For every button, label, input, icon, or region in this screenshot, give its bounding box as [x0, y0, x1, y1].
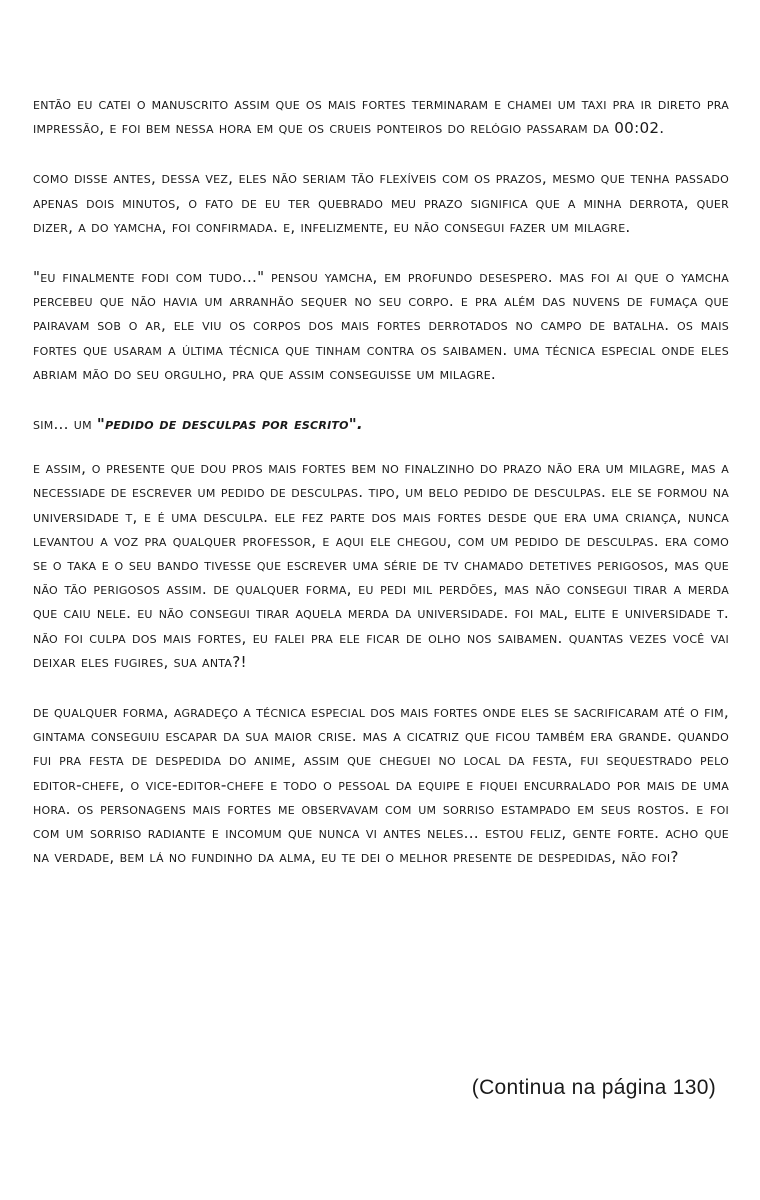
- apology-heading-emphasis: "pedido de desculpas por escrito".: [96, 415, 363, 434]
- paragraph-5: de qualquer forma, agradeço a técnica especial dos mais fortes onde eles se sacrificaram até o fim, gintama conseguiu escapar da sua maior crise. mas a cicatriz que ficou também era grande. quando fui pra festa de despedida do anime, assim que cheguei no local da festa, fui sequestrado pelo editor-chefe, o vice-editor-chefe e todo o pessoal da equipe e fiquei encurralado por mais de uma hora. os personagens mais fortes me observavam com um sorriso estampado em seus rostos. e foi com um sorriso radiante e incomum que nunca vi antes neles... estou feliz, gente forte. acho que na verdade, bem lá no fundinho da alma, eu te dei o melhor presente de despedidas, não foi?: [33, 703, 729, 867]
- apology-heading-prefix: sim... um: [33, 415, 97, 434]
- paragraph-4: e assim, o presente que dou pros mais fortes bem no finalzinho do prazo não era um milagre, mas a necessiade de escrever um pedido de desculpas. tipo, um belo pedido de desculpas. ele se formou na universidade t, e é uma desculpa. ele fez parte dos mais fortes desde que era uma criança, nunca levantou a voz pra qualquer professor, e aqui ele chegou, com um pedido de desculpas. era como se o taka e o seu bando tivesse que escrever uma série de tv chamado detetives perigosos, mas que não tão perigosos assim. de qualquer forma, eu pedi mil perdões, mas não consegui tirar a merda que caiu nele. eu não consegui tirar aquela merda da universidade. foi mal, elite e universidade t. não foi culpa dos mais fortes, eu falei pra ele ficar de olho nos saibamen. quantas vezes você vai deixar eles fugires, sua anta?!: [33, 459, 729, 671]
- article-body: [33, 92, 729, 895]
- continued-on-page-note: (Continua na página 130): [471, 1076, 716, 1099]
- paragraph-1: então eu catei o manuscrito assim que os mais fortes terminaram e chamei um taxi pra ir direto pra impressão, e foi bem nessa hora em que os crueis ponteiros do relógio passaram da 00:02.: [33, 95, 729, 138]
- apology-heading: [33, 412, 729, 436]
- paragraph-3: "eu finalmente fodi com tudo..." pensou yamcha, em profundo desespero. mas foi ai que o yamcha percebeu que não havia um arranhão sequer no seu corpo. e pra além das nuvens de fumaça que pairavam sob o ar, ele viu os corpos dos mais fortes derrotados no campo de batalha. os mais fortes que usaram a última técnica que tinham contra os saibamen. uma técnica especial onde eles abriam mão do seu orgulho, pra que assim conseguisse um milagre.: [33, 268, 729, 383]
- paragraph-2: como disse antes, dessa vez, eles não seriam tão flexíveis com os prazos, mesmo que tenha passado apenas dois minutos, o fato de eu ter quebrado meu prazo significa que a minha derrota, quer dizer, a do yamcha, foi confirmada. e, infelizmente, eu não consegui fazer um milagre.: [33, 169, 729, 236]
